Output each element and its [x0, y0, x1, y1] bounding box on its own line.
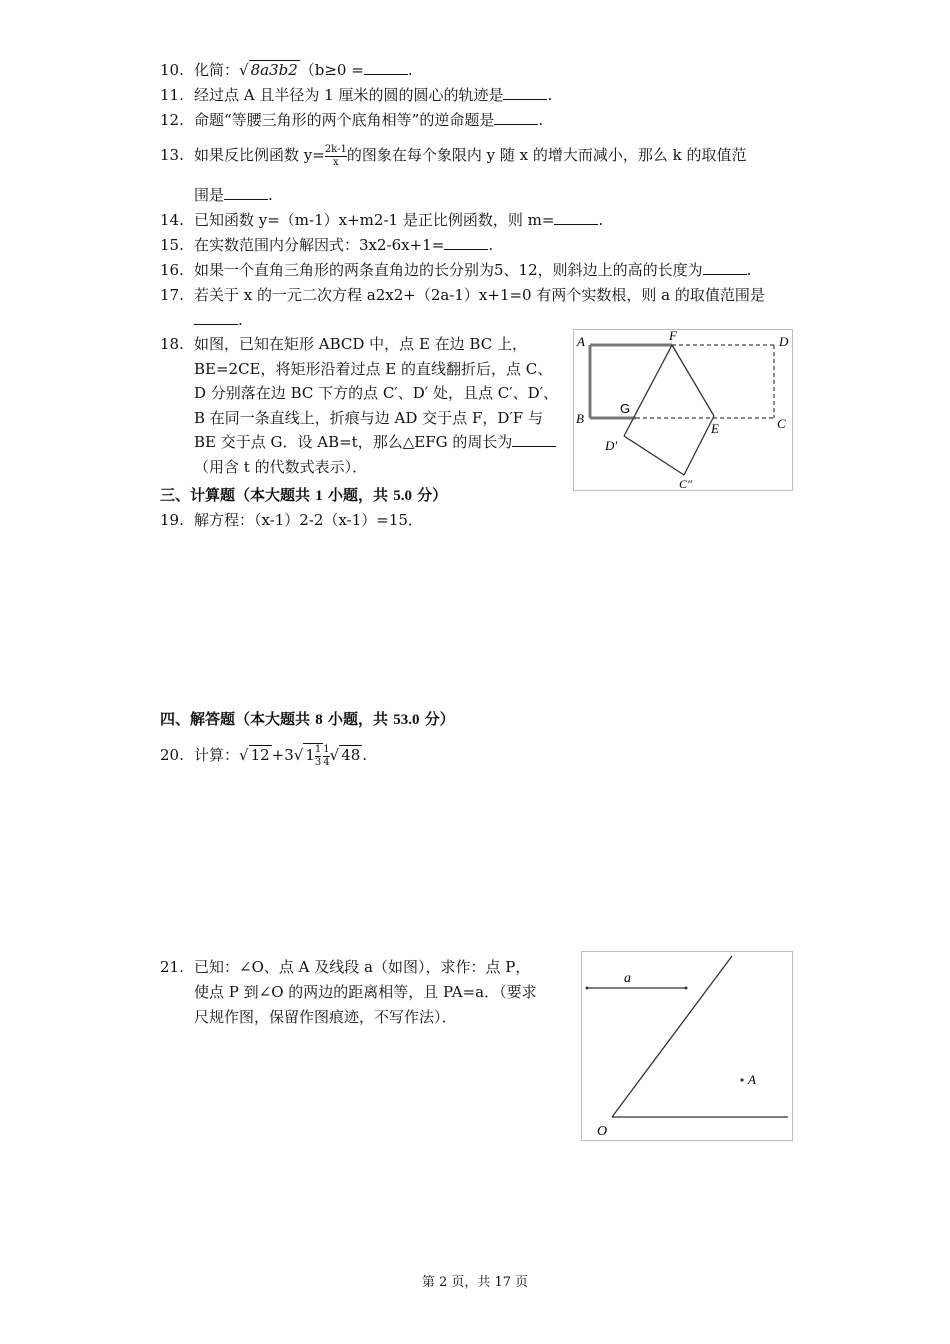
label-a: a: [624, 971, 631, 986]
sqrt-48: √ 48: [329, 746, 361, 764]
figure-angle-segment: [581, 951, 793, 1141]
question-number: 16.: [160, 261, 184, 279]
question-21-line3: [194, 1005, 457, 1029]
label-C-prime: C″: [679, 477, 693, 490]
radicand: 12: [250, 746, 270, 764]
heading-count: 8: [315, 712, 323, 728]
question-text: 解方程：（x-1）2-2（x-1）=15．: [194, 511, 423, 529]
section-heading-calculation: [160, 483, 447, 508]
question-number: 15.: [160, 236, 184, 254]
answer-blank[interactable]: [364, 58, 408, 75]
question-10: [160, 58, 413, 82]
question-text: 命题“等腰三角形的两个底角相等”的逆命题是: [194, 111, 495, 129]
question-13-line2: [194, 183, 273, 207]
question-text: 如图，已知在矩形 ABCD 中，点 E 在边 BC 上，BE=2CE，将矩形沿着过点 E 的直线翻折后，点 C、D 分别落在边 BC 下方的点 C′、D′ 处，且点 C′、D′、B 在同一条直线上，折痕与边 AD 交于点 F，D′F 与 BE 交于点 G．设 AB=t，那么△EFG 的周长为: [194, 335, 559, 452]
heading-text: 小题，共: [322, 486, 394, 504]
question-number: 11.: [160, 86, 184, 104]
question-number: 20.: [160, 746, 184, 764]
question-11: [160, 83, 552, 107]
question-text: 经过点 A 且半径为 1 厘米的圆的圆心的轨迹是: [194, 86, 504, 104]
period: .: [598, 211, 604, 229]
question-15: [160, 233, 493, 257]
label-E: E: [711, 421, 719, 436]
question-text: 如果一个直角三角形的两条直角边的长分别为5、12，则斜边上的高的长度为: [194, 261, 703, 279]
operator: +3: [271, 746, 294, 764]
question-14: [160, 208, 603, 232]
question-13: [160, 143, 746, 169]
fraction: [325, 144, 347, 169]
period: .: [362, 746, 368, 764]
period: .: [268, 186, 273, 204]
denominator: 4: [323, 756, 330, 768]
answer-blank[interactable]: [224, 183, 268, 200]
question-text: 使点 P 到∠O 的两边的距离相等，且 PA=a．（要求: [194, 983, 537, 1001]
answer-blank[interactable]: [554, 208, 598, 225]
question-text: 计算：: [194, 746, 240, 764]
period: .: [538, 111, 544, 129]
label-B: B: [576, 411, 584, 426]
fraction-one-third: [315, 744, 321, 769]
radicand: 8a3b2: [250, 61, 298, 79]
heading-points: 53.0: [393, 712, 420, 728]
radicand: 1: [305, 746, 315, 764]
question-number: 17.: [160, 286, 184, 304]
fold-diagram: [574, 330, 792, 490]
question-number: 13.: [160, 146, 184, 164]
section-heading-answers: [160, 707, 455, 732]
question-text: （b≥0 =: [299, 61, 364, 79]
answer-blank[interactable]: [703, 258, 747, 275]
question-text: 化简：: [194, 61, 240, 79]
question-20: [160, 743, 367, 769]
heading-count: 1: [315, 488, 323, 504]
question-text: 的图象在每个象限内 y 随 x 的增大而减小，那么 k 的取值范: [346, 146, 747, 164]
label-G: G: [620, 401, 631, 416]
label-A: A: [577, 334, 585, 349]
answer-blank[interactable]: [194, 308, 238, 325]
question-number: 12.: [160, 111, 184, 129]
answer-blank[interactable]: [494, 108, 538, 125]
question-18-number: [160, 332, 194, 356]
label-A: A: [748, 1072, 756, 1087]
period: .: [238, 311, 243, 329]
question-number: 19.: [160, 511, 184, 529]
question-text: （用含 t 的代数式表示）．: [194, 457, 368, 476]
period: .: [746, 261, 752, 279]
label-D-prime: D′: [605, 438, 618, 453]
question-text: 尺规作图，保留作图痕迹，不写作法）．: [194, 1008, 457, 1026]
question-21-line2: [194, 980, 537, 1004]
question-number: 14.: [160, 211, 184, 229]
question-text: 在实数范围内分解因式：3x2-6x+1=: [194, 236, 445, 254]
question-19: [160, 508, 423, 532]
radicand: 48: [341, 746, 361, 764]
sqrt-mixed-number: √ 1 $\frac{1}{3}$: [293, 743, 322, 768]
heading-text: 四、解答题（本大题共: [160, 710, 316, 728]
question-16: [160, 258, 751, 282]
label-F: F: [669, 330, 677, 343]
question-text: 若关于 x 的一元二次方程 a2x2+（2a-1）x+1=0 有两个实数根，则 a 的取值范围是: [194, 286, 765, 304]
question-17: [160, 283, 765, 307]
angle-diagram: [582, 952, 792, 1140]
numerator: 2k-1: [324, 143, 347, 155]
label-D: D: [779, 334, 789, 349]
sqrt-expression: √ 8a3b2: [239, 61, 298, 79]
question-text: 如果反比例函数 y=: [194, 146, 325, 164]
figure-rectangle-fold: [573, 329, 793, 491]
heading-text: 分）: [411, 486, 448, 504]
answer-blank[interactable]: [512, 430, 556, 447]
question-17-line2: [194, 308, 243, 332]
period: .: [407, 61, 413, 79]
answer-blank[interactable]: [503, 83, 547, 100]
page-footer: 第 2 页，共 17 页: [421, 1275, 529, 1290]
question-number: 21.: [160, 958, 184, 976]
numerator: 1: [314, 743, 322, 755]
heading-points: 5.0: [393, 488, 412, 504]
question-18-text: [194, 332, 564, 480]
label-O: O: [597, 1124, 608, 1139]
heading-text: 分）: [419, 710, 455, 728]
sqrt-12: √ 12: [239, 746, 270, 764]
question-text: 已知函数 y=（m-1）x+m2-1 是正比例函数，则 m=: [194, 211, 555, 229]
period: .: [488, 236, 494, 254]
answer-blank[interactable]: [444, 233, 488, 250]
question-number: 18.: [160, 335, 184, 353]
label-C: C: [777, 416, 786, 431]
question-text: 围是: [194, 186, 225, 204]
question-12: [160, 108, 543, 132]
period: .: [547, 86, 553, 104]
question-text: 已知：∠O、点 A 及线段 a（如图），求作：点 P，: [194, 958, 531, 976]
question-number: 10.: [160, 61, 184, 79]
numerator: 1: [323, 743, 330, 755]
heading-text: 三、计算题（本大题共: [160, 486, 316, 504]
question-21: [160, 955, 530, 979]
heading-text: 小题，共: [322, 710, 394, 728]
denominator: x: [332, 156, 339, 168]
denominator: 3: [314, 756, 322, 768]
